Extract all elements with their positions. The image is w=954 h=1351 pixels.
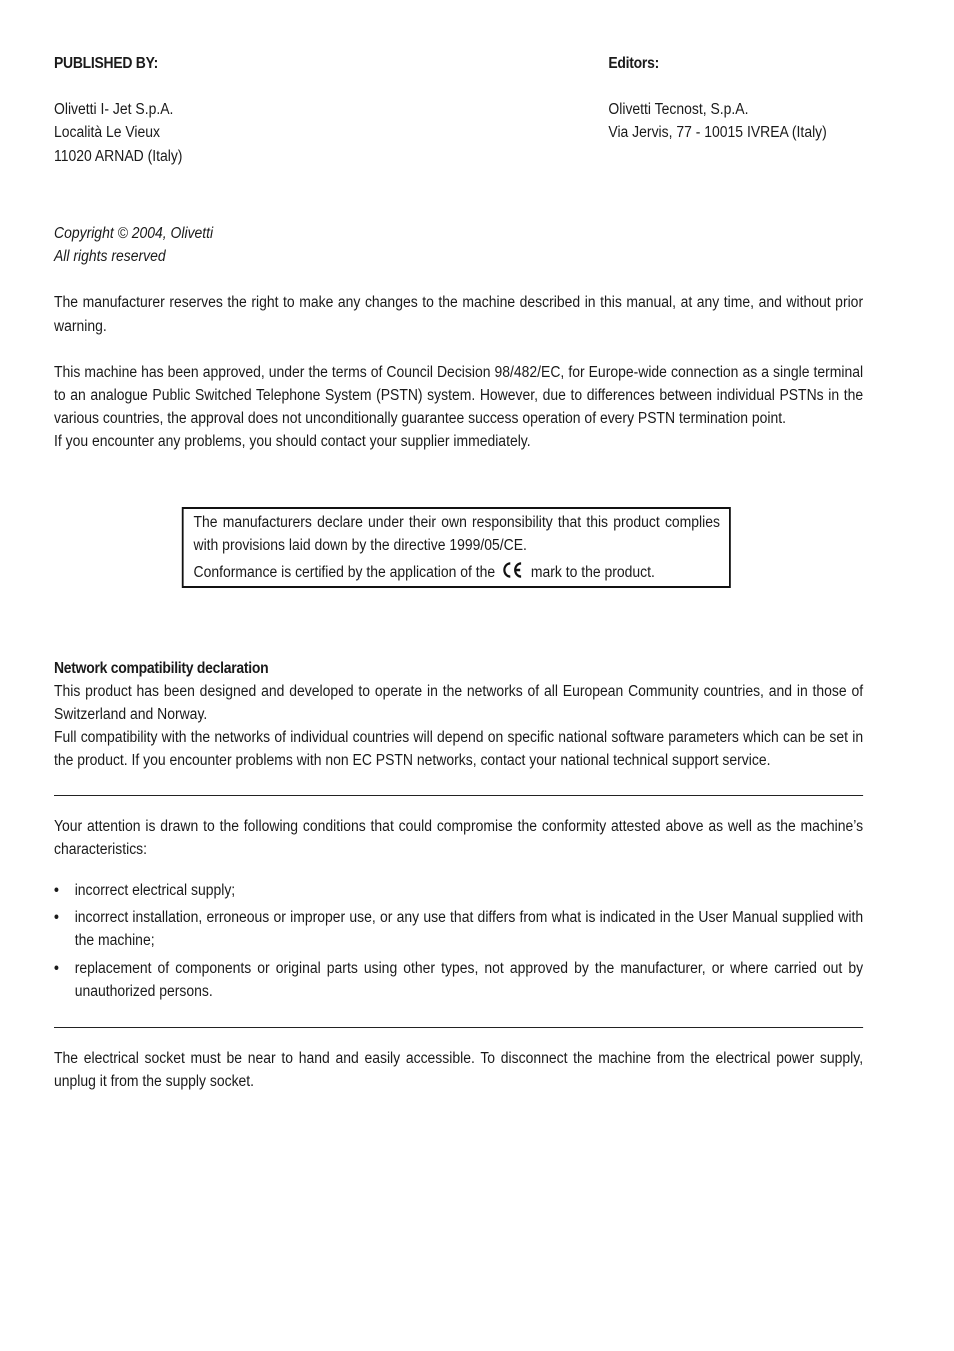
declaration-line: The manufacturers declare under their own responsibility that this product complies with provisions laid down by the directive 1999/05/CE. — [193, 513, 720, 554]
list-item — [54, 879, 863, 902]
list-item-text: incorrect electrical supply; — [74, 882, 236, 900]
publisher-line: Olivetti I- Jet S.p.A. — [54, 101, 174, 119]
conformance-text-after: mark to the product. — [530, 563, 655, 581]
rights-line: All rights reserved — [54, 248, 166, 266]
list-item — [54, 957, 863, 1003]
attention-intro: Your attention is drawn to the following conditions that could compromise the conformity attested above as well as the machine’s characteristics: — [54, 817, 864, 858]
list-item — [54, 906, 863, 952]
publisher-line: 11020 ARNAD (Italy) — [54, 147, 183, 165]
copyright-line: Copyright © 2004, Olivetti — [54, 225, 214, 242]
conformance-text-before: Conformance is certified by the application of the — [193, 563, 496, 581]
section-divider — [54, 1027, 863, 1028]
publisher-line: Località Le Vieux — [54, 124, 161, 142]
bullet-icon: • — [54, 909, 59, 927]
conditions-list — [54, 879, 863, 1003]
editors-block — [608, 52, 826, 145]
section-divider — [54, 795, 863, 796]
document-page — [54, 52, 863, 1093]
network-paragraph-2: Full compatibility with the networks of individual countries will depend on specific national software parameters which can be set in the product. If you encounter problems with non EC PSTN networks, contact your national technical support service. — [54, 729, 864, 770]
document-body — [54, 52, 863, 1093]
bullet-icon: • — [54, 959, 59, 977]
editors-line: Olivetti Tecnost, S.p.A. — [608, 101, 749, 119]
publisher-block — [54, 52, 182, 168]
network-section-title: Network compatibility declaration — [54, 659, 269, 677]
publisher-label: PUBLISHED BY: — [54, 55, 158, 72]
approval-paragraph: This machine has been approved, under the terms of Council Decision 98/482/EC, for Europe-wide connection as a single terminal to an analogue Public Switched Telephone System (PSTN) system. However, due to differences between individual PSTNs in the various countries, the approval does not unconditionally guarantee success operation of every PSTN termination point. — [54, 363, 864, 428]
changes-paragraph: The manufacturer reserves the right to make any changes to the machine described in this manual, at any time, and without prior warning. — [54, 294, 864, 335]
copyright-block — [54, 222, 863, 268]
bullet-icon: • — [54, 882, 59, 900]
conformance-line — [194, 560, 721, 587]
publisher-address — [54, 98, 182, 168]
problems-paragraph: If you encounter any problems, you should contact your supplier immediately. — [54, 433, 531, 451]
declaration-notice-wrap — [54, 507, 863, 593]
editors-label: Editors: — [608, 55, 659, 72]
ce-mark-icon — [502, 560, 525, 587]
list-item-text: incorrect installation, erroneous or improper use, or any use that differs from what is indicated in the User Manual supplied with the machine; — [74, 909, 864, 950]
list-item-text: replacement of components or original parts using other types, not approved by the manufacturer, or where carried out by unauthorized persons. — [74, 959, 864, 1000]
socket-paragraph: The electrical socket must be near to hand and easily accessible. To disconnect the machine from the electrical power supply, unplug it from the supply socket. — [54, 1050, 864, 1091]
network-paragraph-1: This product has been designed and developed to operate in the networks of all European Community countries, and in those of Switzerland and Norway. — [54, 682, 864, 724]
editors-line: Via Jervis, 77 - 10015 IVREA (Italy) — [608, 124, 827, 142]
header-block — [54, 52, 863, 222]
declaration-notice-box — [182, 507, 731, 588]
editors-address — [608, 98, 826, 144]
